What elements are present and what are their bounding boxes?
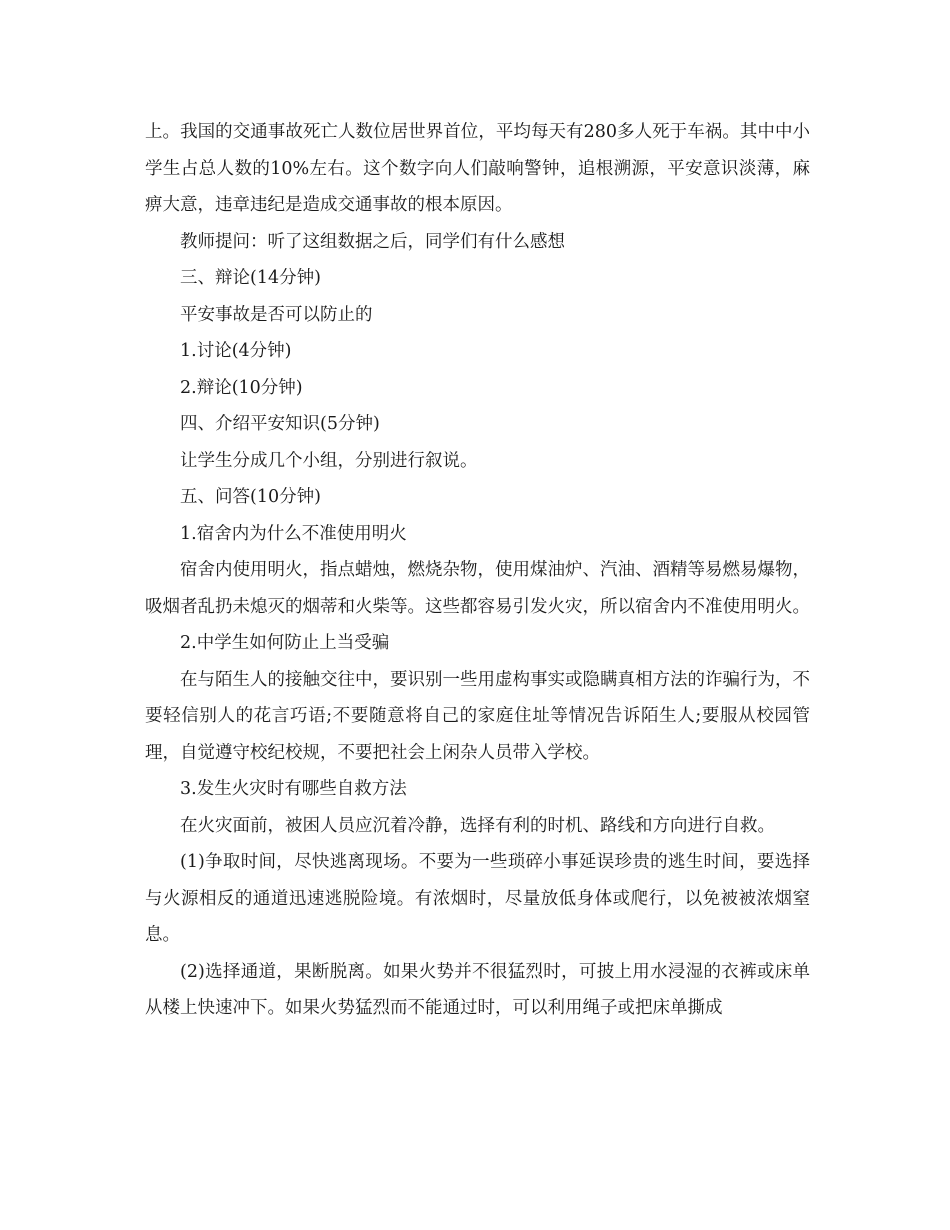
document-body [145,114,810,1027]
answer-fraud-prevention: 在与陌生人的接触交往中，要识别一些用虚构事实或隐瞒真相方法的诈骗行为，不要轻信别人的花言巧语;不要随意将自己的家庭住址等情况告诉陌生人;要服从校园管理，自觉遵守校纪校规，不要把社会上闲杂人员带入学校。 [145,669,810,763]
answer-fire-self-rescue-intro: 在火灾面前，被困人员应沉着冷静，选择有利的时机、路线和方向进行自救。 [180,815,775,836]
list-item-debate: 2.辩论(10分钟) [180,377,303,398]
heading-qa: 五、问答(10分钟) [180,487,321,507]
question-fire-self-rescue: 3.发生火灾时有哪些自救方法 [180,779,407,799]
paragraph-traffic-statistics: 上。我国的交通事故死亡人数位居世界首位，平均每天有280多人死于车祸。其中中小学生占总人数的10%左右。这个数字向人们敲响警钟，追根溯源，平安意识淡薄，麻痹大意，违章违纪是造成交通事故的根本原因。 [145,122,810,215]
heading-safety-knowledge: 四、介绍平安知识(5分钟) [180,414,380,434]
paragraph-group-narration: 让学生分成几个小组，分别进行叙说。 [180,450,478,471]
question-fraud-prevention: 2.中学生如何防止上当受骗 [180,633,390,653]
answer-dorm-fire: 宿舍内使用明火，指点蜡烛，燃烧杂物，使用煤油炉、汽油、酒精等易燃易爆物，吸烟者乱扔未熄灭的烟蒂和火柴等。这些都容易引发火灾，所以宿舍内不准使用明火。 [145,560,810,617]
heading-debate: 三、辩论(14分钟) [180,268,321,288]
answer-fire-self-rescue-point-1: (1)争取时间，尽快逃离现场。不要为一些琐碎小事延误珍贵的逃生时间，要选择与火源相反的通道迅速逃脱险境。有浓烟时，尽量放低身体或爬行，以免被被浓烟窒息。 [145,852,810,945]
paragraph-debate-topic: 平安事故是否可以防止的 [180,304,373,325]
answer-fire-self-rescue-point-2: (2)选择通道，果断脱离。如果火势并不很猛烈时，可披上用水浸湿的衣裤或床单从楼上快速冲下。如果火势猛烈而不能通过时，可以利用绳子或把床单撕成 [145,961,810,1018]
list-item-discussion: 1.讨论(4分钟) [180,341,292,361]
question-dorm-fire: 1.宿舍内为什么不准使用明火 [180,523,407,544]
paragraph-teacher-question: 教师提问：听了这组数据之后，同学们有什么感想 [180,231,565,252]
